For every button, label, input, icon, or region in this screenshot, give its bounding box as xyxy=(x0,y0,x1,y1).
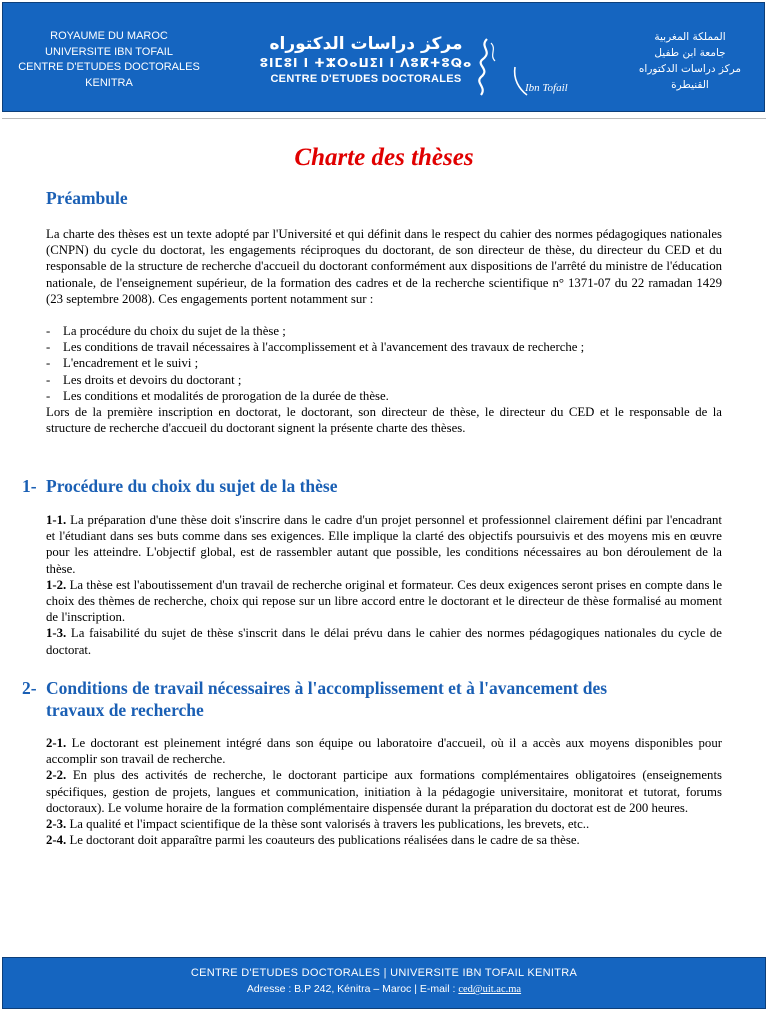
section-2-heading xyxy=(22,677,752,721)
paragraph xyxy=(46,816,722,832)
paragraph xyxy=(46,832,722,848)
university-logo xyxy=(469,33,579,103)
header-fr-line: KENITRA xyxy=(85,76,133,89)
section-title-line1: Conditions de travail nécessaires à l'accomplissement et à l'avancement des xyxy=(46,678,608,698)
section-title-line2: travaux de recherche xyxy=(46,700,204,720)
page-footer xyxy=(2,957,766,1009)
preamble-intro: La charte des thèses est un texte adopté par l'Université et qui définit dans le respect du cahier des normes pédagogiques nationales (CNPN) du cycle du doctorat, les engagements réciproques du doctorant, de son directeur de thèse, du directeur du CED et du responsable de la structure de recherche d'accueil du doctorant conformément aux dispositions de l'arrêté du ministre de l'éducation nationale, de l'enseignement supérieur, de la formation des cadres et de la recherche scientifique n° 1371-07 du 22 ramadan 1429 (23 septembre 2008). Ces engagements portent notamment sur : xyxy=(46,227,722,306)
list-item: - L'encadrement et le suivi ; xyxy=(46,355,722,371)
header-ar-line: المملكة المغربية xyxy=(654,31,726,43)
paragraph-text: En plus des activités de recherche, le doctorant participe aux formations complémentaires obligatoires (enseignements spécifiques, gestion de projets, langues et communication, initiation à la pédagogie universitaire, monitorat et tutorat, forums doctoraux). Le volume horaire de la formation complémentaire dispensée durant la préparation du doctorat est de 200 heures. xyxy=(46,768,722,815)
paragraph-label: 1-1. xyxy=(46,513,67,527)
header-fr-line: CENTRE D'ETUDES DOCTORALES xyxy=(18,61,200,73)
logo-text: Ibn Tofail xyxy=(525,82,568,94)
header-fr-line: UNIVERSITE IBN TOFAIL xyxy=(45,45,173,58)
paragraph xyxy=(46,767,722,816)
paragraph-label: 2-2. xyxy=(46,768,67,783)
header-ced-title: CENTRE D'ETUDES DOCTORALES xyxy=(270,73,462,85)
section-2-body xyxy=(46,735,722,848)
paragraph xyxy=(46,512,722,577)
paragraph xyxy=(46,577,722,626)
header-ar-line: جامعة ابن طفيل xyxy=(654,47,726,59)
paragraph-label: 2-3. xyxy=(46,817,67,832)
paragraph-text: Le doctorant est pleinement intégré dans son équipe ou laboratoire d'accueil, où il a accès aux moyens disponibles pour accomplir son travail de recherche. xyxy=(46,736,722,767)
preamble-heading: Préambule xyxy=(46,188,128,208)
paragraph-label: 2-1. xyxy=(46,736,67,750)
paragraph-text: La qualité et l'impact scientifique de la thèse sont valorisés à travers les publications, les brevets, etc.. xyxy=(69,817,590,832)
footer-email-link[interactable]: ced@uit.ac.ma xyxy=(458,984,522,995)
header-ar-line: مركز دراسات الدكتوراه xyxy=(638,63,742,75)
header-ar-line: القنيطرة xyxy=(671,79,709,91)
page-header xyxy=(0,0,768,120)
preamble-list xyxy=(46,323,722,404)
section-1-body xyxy=(46,512,722,658)
footer-address-text: Adresse : B.P 242, Kénitra – Maroc | E-mail : xyxy=(246,983,459,995)
page-title: Charte des thèses xyxy=(294,144,474,171)
header-arabic-title: مركز دراسات الدكتوراه xyxy=(269,34,463,54)
section-number: 1- xyxy=(22,476,37,496)
header-fr-line: ROYAUME DU MAROC xyxy=(50,30,168,42)
section-1-heading xyxy=(22,475,752,497)
paragraph xyxy=(46,735,722,767)
paragraph-text: Le doctorant doit apparaître parmi les coauteurs des publications réalisées dans le cadre de sa thèse. xyxy=(69,833,580,848)
paragraph-label: 2-4. xyxy=(46,833,67,848)
footer-address xyxy=(3,982,765,997)
list-item: - La procédure du choix du sujet de la thèse ; xyxy=(46,323,722,339)
header-divider xyxy=(2,118,766,119)
footer-title: CENTRE D'ETUDES DOCTORALES | UNIVERSITE IBN TOFAIL KENITRA xyxy=(190,967,578,979)
header-center-block xyxy=(251,33,481,87)
list-item: - Les droits et devoirs du doctorant ; xyxy=(46,372,722,388)
list-item: - Les conditions et modalités de prorogation de la durée de thèse. xyxy=(46,388,722,404)
header-tifinagh-title: ⵓⵏⵎⵓⵏ ⵏ ⵜⵣⵔⴰⵡⵉⵏ ⵏ ⴷⵓⴽⵜⵓⵕⴰ xyxy=(259,56,473,70)
section-number: 2- xyxy=(22,678,37,698)
header-french-block xyxy=(9,29,209,91)
header-arabic-block xyxy=(615,29,765,93)
paragraph-text: La préparation d'une thèse doit s'inscrire dans le cadre d'un projet personnel et professionnel clairement défini par l'encadrant et l'étudiant dans ses buts comme dans ses exigences. Elle implique la clarté des objectifs poursuivis et des moyens mis en œuvre pour les atteindre. L'objectif global, est de rassembler autant que possible, les conditions nécessaires au bon déroulement de la thèse. xyxy=(46,513,722,576)
paragraph-text: La thèse est l'aboutissement d'un travail de recherche original et formateur. Ces deux exigences seront prises en compte dans le choix des thèmes de recherche, choix qui repose sur un libre accord entre le doctorant et le directeur de thèse formalisé au moment de l'inscription. xyxy=(46,577,723,625)
preamble-body xyxy=(46,226,722,436)
header-band xyxy=(2,2,765,112)
paragraph-text: La faisabilité du sujet de thèse s'inscrit dans le délai prévu dans le cahier des normes pédagogiques nationales du cycle de doctorat. xyxy=(46,626,722,657)
preamble-closing: Lors de la première inscription en doctorat, le doctorant, son directeur de thèse, le directeur du CED et le responsable de la structure de recherche d'accueil du doctorant signent la présente charte des thèses. xyxy=(46,405,722,436)
section-title: Procédure du choix du sujet de la thèse xyxy=(46,476,338,496)
paragraph xyxy=(46,625,722,657)
paragraph-label: 1-2. xyxy=(46,577,67,592)
paragraph-label: 1-3. xyxy=(46,626,67,641)
list-item: - Les conditions de travail nécessaires à l'accomplissement et à l'avancement des travaux de recherche ; xyxy=(46,339,722,355)
